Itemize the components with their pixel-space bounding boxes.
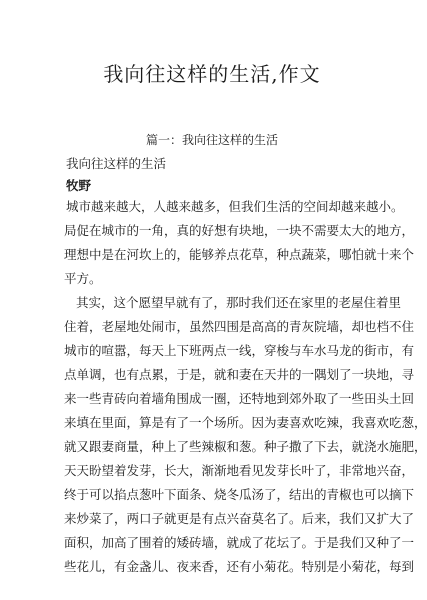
author-name: 牧野 (66, 178, 92, 193)
document-title: 我向往这样的生活,作文 (103, 62, 321, 86)
text-line: 平方。 (64, 271, 102, 286)
text-line: 城市越来越大，人越来越多，但我们生活的空间却越来越小。 (66, 199, 404, 214)
text-line: 局促在城市的一角，真的好想有块地，一块不需要太大的地方， (64, 223, 415, 238)
paragraph-2 (64, 291, 427, 579)
text-line: 住着，老屋地处闹市，虽然四围是高高的青灰院墙，却也档不住 (64, 319, 415, 334)
paragraph-1 (64, 195, 415, 291)
text-line: 终于可以掐点葱叶下面条、烧冬瓜汤了，结出的青椒也可以摘下 (64, 487, 415, 502)
essay-subtitle: 我向往这样的生活 (66, 156, 167, 171)
text-line: 城市的喧嚣，每天上下班两点一线，穿梭与车水马龙的街市，有 (64, 343, 415, 358)
text-line: 面积，加高了围着的矮砖墙，就成了花坛了。于是我们又种了一 (64, 535, 415, 550)
section-heading: 篇一：我向往这样的生活 (145, 133, 278, 147)
text-line: 点单调，也有点累，于是，就和妻在天井的一隅划了一块地，寻 (64, 367, 415, 382)
text-line: 天天盼望着发芽，长大，渐渐地看见发芽长叶了，非常地兴奋， (64, 463, 415, 478)
text-line: 来一些青砖向着墙角围成一圈，还特地到郊外取了一些田头土回 (64, 391, 415, 406)
text-line: 理想中是在河坎上的，能够养点花草，种点蔬菜，哪怕就十来个 (64, 247, 415, 262)
essay-body (64, 195, 427, 579)
text-line: 来填在里面，算是有了一个场所。因为妻喜欢吃辣，我喜欢吃葱， (64, 415, 427, 430)
text-line: 就又跟妻商量，种上了些辣椒和葱。种子撒了下去，就浇水施肥， (64, 439, 427, 454)
text-line: 来炒菜了，两口子就更是有点兴奋莫名了。后来，我们又扩大了 (64, 511, 415, 526)
text-line: 其实，这个愿望早就有了，那时我们还在家里的老屋住着里 (76, 295, 402, 310)
text-line: 些花儿，有金盏儿、夜来香，还有小菊花。特别是小菊花，每到 (64, 559, 415, 574)
